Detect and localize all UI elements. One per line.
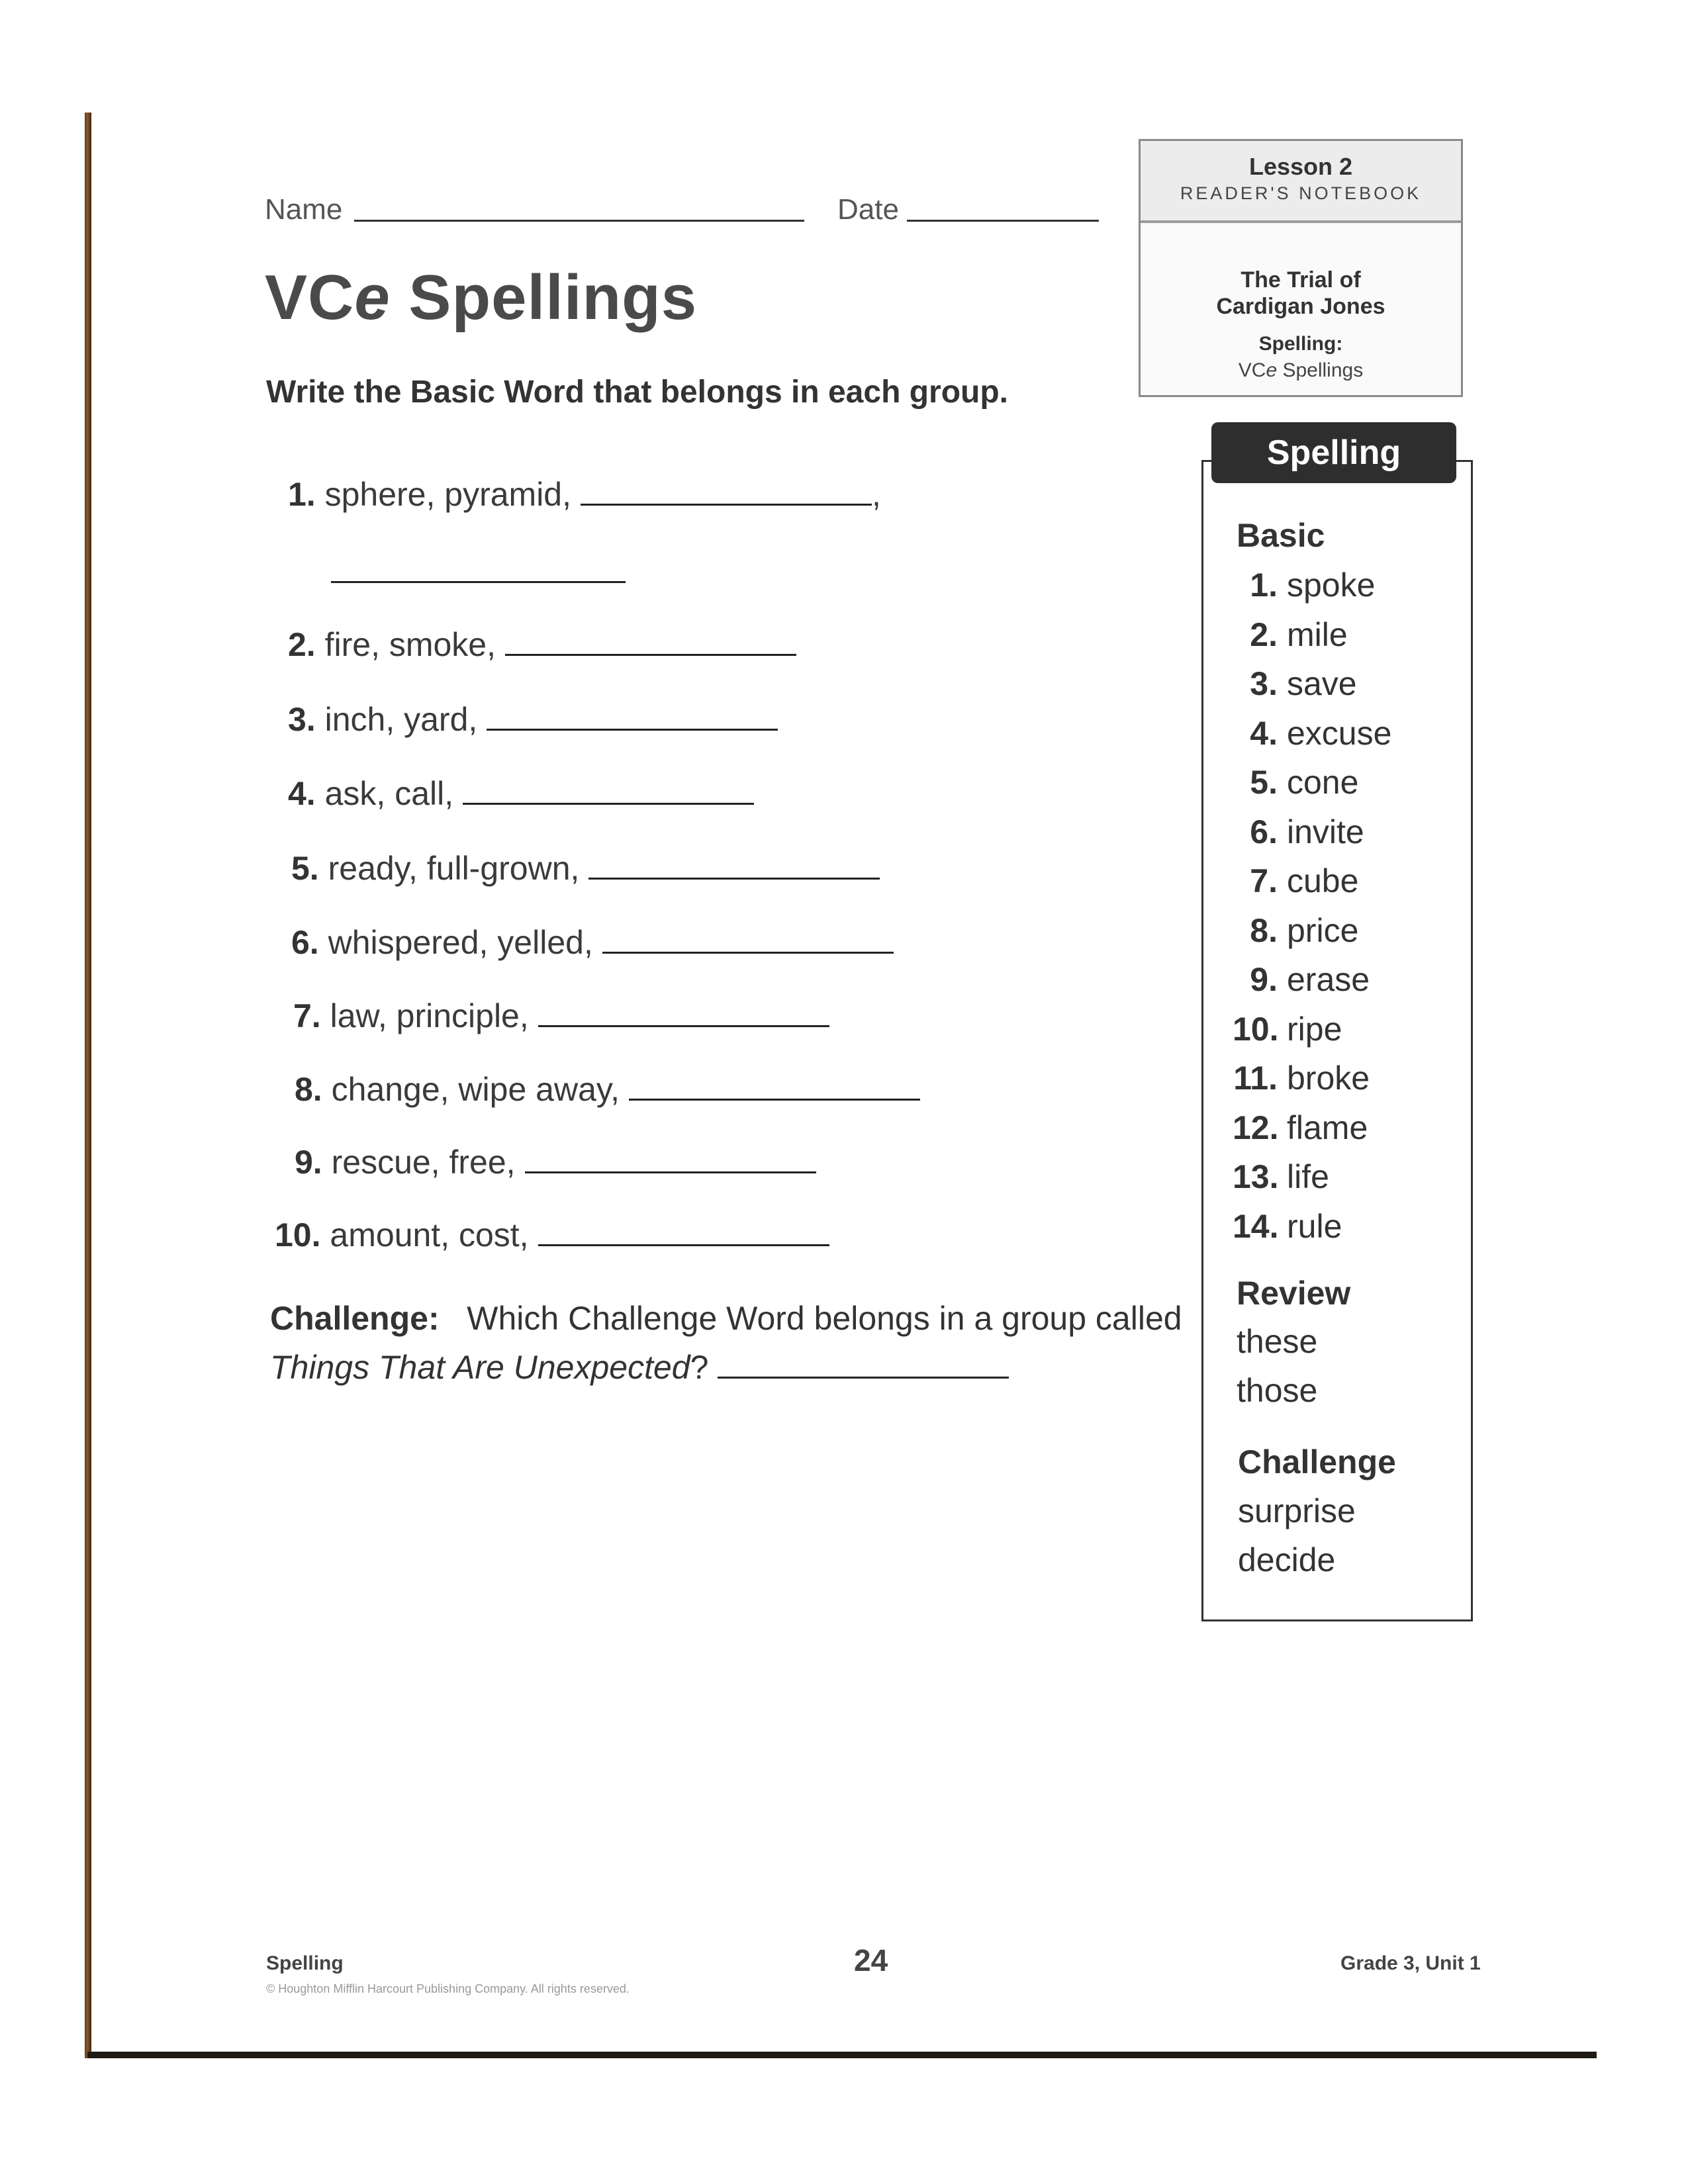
challenge-word: surprise xyxy=(1238,1492,1356,1529)
answer-blank[interactable] xyxy=(487,728,778,731)
challenge-question: Challenge: Which Challenge Word belongs in a group called Things That Are Unexpected? xyxy=(270,1300,1182,1386)
basic-word-item: 13. life xyxy=(1233,1158,1329,1195)
story-title xyxy=(1141,267,1461,320)
footer-copyright: © Houghton Mifflin Harcourt Publishing Company. All rights reserved. xyxy=(266,1982,630,1995)
basic-word-item: 3. save xyxy=(1250,665,1357,702)
challenge-heading: Challenge xyxy=(1238,1443,1396,1480)
paper-edge-bottom xyxy=(87,2052,1597,2058)
skill-label: Spelling: xyxy=(1258,333,1343,355)
date-field[interactable] xyxy=(907,220,1099,222)
basic-word-item: 6. invite xyxy=(1250,813,1364,850)
basic-word-item: 4. excuse xyxy=(1250,715,1392,752)
footer-grade-unit: Grade 3, Unit 1 xyxy=(1340,1952,1481,1974)
question-item: 7. law, principle, xyxy=(293,997,829,1035)
story-title-line2: Cardigan Jones xyxy=(1216,294,1385,319)
answer-blank[interactable] xyxy=(525,1171,816,1173)
date-label: Date xyxy=(837,193,899,226)
review-word: these xyxy=(1237,1323,1318,1360)
page-title: VCe Spellings xyxy=(265,262,698,333)
answer-blank[interactable] xyxy=(588,877,880,880)
footer-subject: Spelling xyxy=(266,1952,344,1974)
review-heading: Review xyxy=(1237,1275,1351,1312)
question-item: 1. sphere, pyramid, , xyxy=(288,476,881,513)
answer-blank[interactable] xyxy=(602,951,894,954)
review-word: those xyxy=(1237,1372,1318,1409)
basic-word-item: 2. mile xyxy=(1250,616,1348,653)
basic-word-item: 12. flame xyxy=(1233,1109,1368,1146)
basic-word-item: 1. spoke xyxy=(1250,567,1376,604)
question-item: 8. change, wipe away, xyxy=(295,1070,920,1109)
spelling-words-tab: Spelling Words xyxy=(1211,422,1456,483)
lesson-box xyxy=(1139,139,1463,397)
basic-heading: Basic xyxy=(1237,517,1325,554)
answer-blank[interactable] xyxy=(538,1024,829,1027)
basic-word-item: 14. rule xyxy=(1233,1208,1342,1245)
basic-word-item: 10. ripe xyxy=(1233,1011,1342,1048)
paper-edge-left xyxy=(85,113,91,2058)
answer-blank[interactable] xyxy=(505,653,796,656)
basic-word-item: 7. cube xyxy=(1250,862,1359,899)
name-label: Name xyxy=(265,193,343,226)
answer-blank[interactable] xyxy=(331,581,626,583)
answer-blank[interactable] xyxy=(629,1098,920,1101)
question-item: 5. ready, full-grown, xyxy=(291,849,880,887)
challenge-answer-blank[interactable] xyxy=(718,1376,1009,1379)
challenge-label: Challenge: xyxy=(270,1300,440,1337)
basic-word-item: 5. cone xyxy=(1250,764,1359,801)
basic-word-item: 8. price xyxy=(1250,912,1359,949)
question-item: 10. amount, cost, xyxy=(275,1216,829,1254)
lesson-subtitle: READER'S NOTEBOOK xyxy=(1180,183,1422,203)
answer-blank[interactable] xyxy=(538,1244,829,1246)
story-title-line1: The Trial of xyxy=(1241,267,1361,293)
challenge-word: decide xyxy=(1238,1541,1336,1578)
skill-name: VCe Spellings xyxy=(1238,359,1364,381)
question-item: 4. ask, call, xyxy=(288,774,754,813)
lesson-title: Lesson 2 xyxy=(1248,153,1353,180)
question-item: 2. fire, smoke, xyxy=(288,625,796,664)
question-item: 9. rescue, free, xyxy=(295,1143,816,1181)
question-item: 6. whispered, yelled, xyxy=(291,923,894,962)
answer-blank[interactable] xyxy=(463,802,754,805)
answer-blank[interactable] xyxy=(581,503,872,506)
page-number: 24 xyxy=(854,1943,888,1978)
basic-word-item: 11. broke xyxy=(1233,1060,1370,1097)
instruction: Write the Basic Word that belongs in each group. xyxy=(266,375,1009,410)
name-field[interactable] xyxy=(354,220,804,222)
question-item: 3. inch, yard, xyxy=(288,700,778,739)
basic-word-item: 9. erase xyxy=(1250,961,1370,998)
